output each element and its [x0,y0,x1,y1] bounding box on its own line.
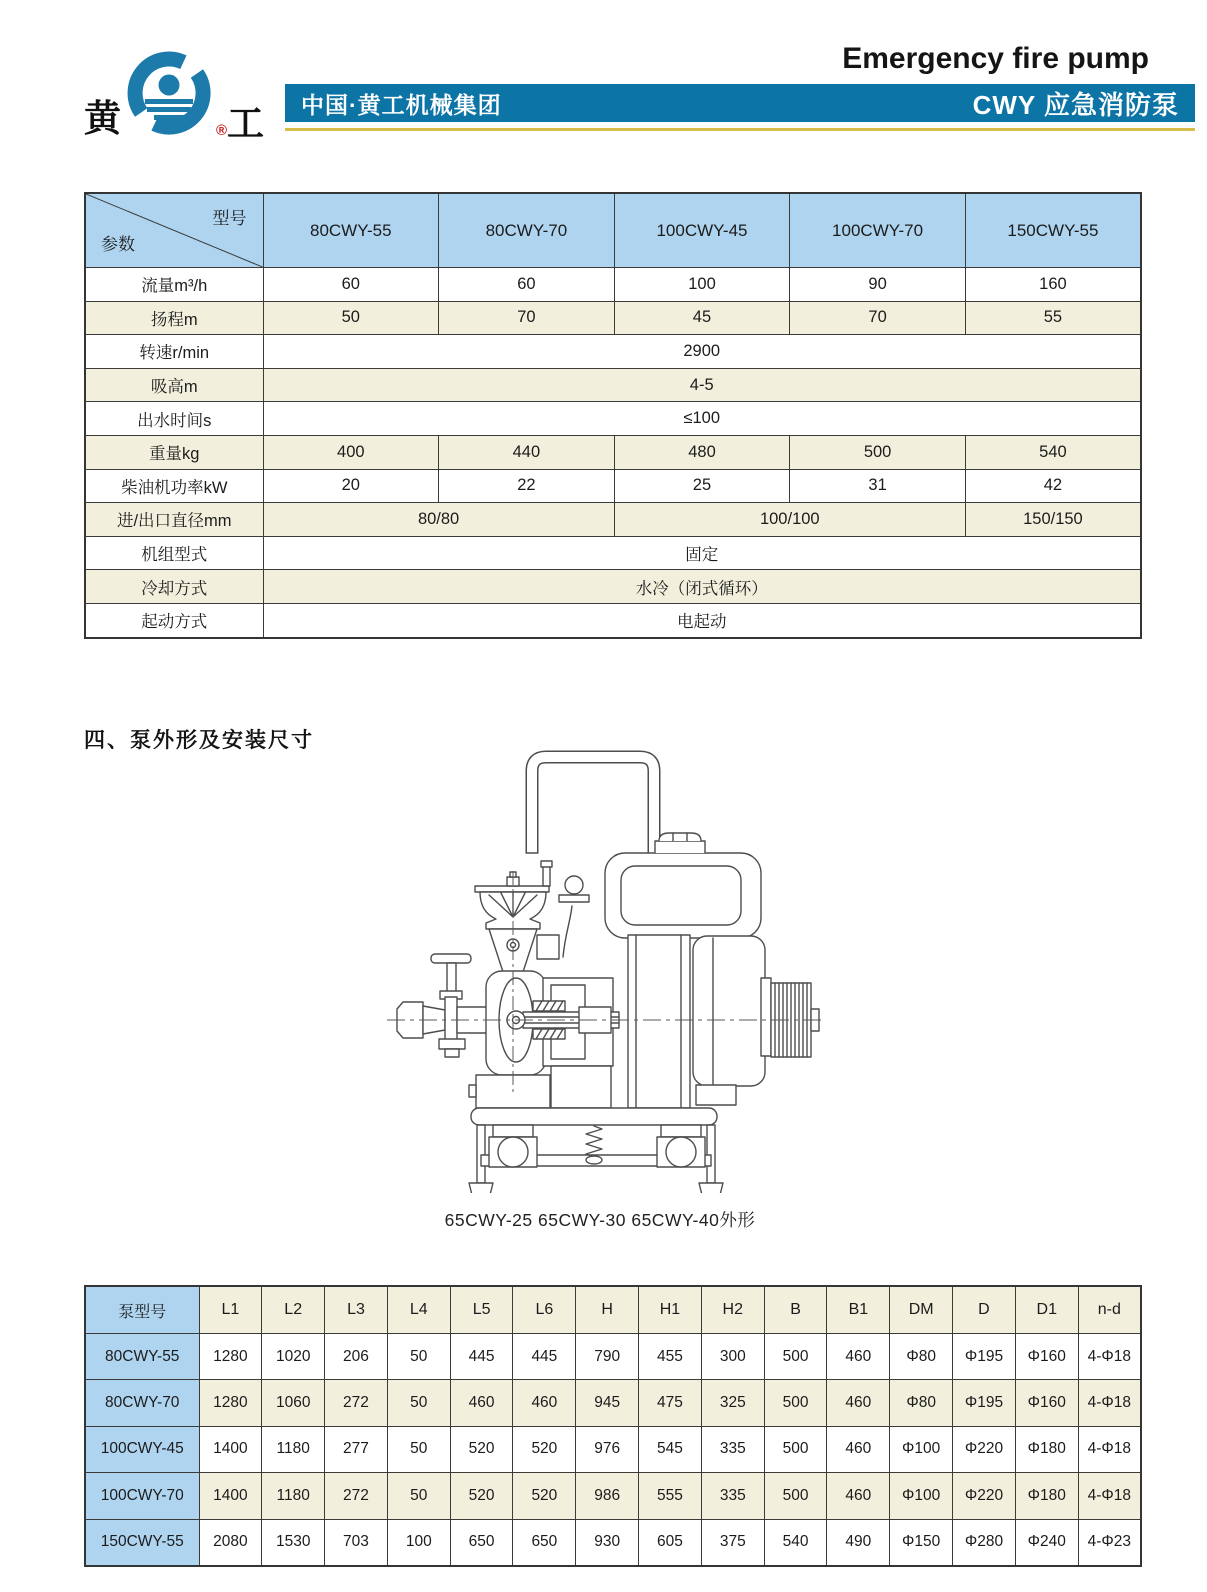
dim-corner-header: 泵型号 [85,1286,199,1334]
dim-cell: 272 [325,1473,388,1519]
dim-cell: 1280 [199,1380,262,1426]
dim-cell: 1180 [262,1426,325,1472]
spec-row [85,402,1141,436]
dim-cell: 1020 [262,1334,325,1380]
dim-cell: 277 [325,1426,388,1472]
dim-cell: 50 [387,1473,450,1519]
dim-header-row [85,1286,1141,1334]
dim-cell: 460 [827,1426,890,1472]
dim-cell: 555 [639,1473,702,1519]
dim-cell: Φ100 [890,1426,953,1472]
registered-mark: ® [216,122,228,139]
dim-cell: 4-Φ18 [1078,1380,1141,1426]
dim-cell: 50 [387,1380,450,1426]
spec-row [85,603,1141,637]
dim-cell: 335 [701,1473,764,1519]
dim-cell: 790 [576,1334,639,1380]
spec-cell: 540 [965,435,1141,469]
dim-cell: 1280 [199,1334,262,1380]
spec-row-label: 重量kg [85,435,263,469]
corner-param-label: 参数 [101,235,135,254]
dim-cell: 4-Φ18 [1078,1426,1141,1472]
dim-column-header: L2 [262,1286,325,1334]
dim-cell: 272 [325,1380,388,1426]
company-banner [285,84,1195,122]
dimension-table [84,1285,1142,1567]
spec-row [85,469,1141,503]
dim-cell: Φ100 [890,1473,953,1519]
dim-cell: 500 [764,1426,827,1472]
dim-cell: 335 [701,1426,764,1472]
dim-cell: 545 [639,1426,702,1472]
dim-cell: 4-Φ23 [1078,1519,1141,1566]
spec-row-label: 起动方式 [85,603,263,637]
dim-cell: 500 [764,1334,827,1380]
dim-column-header: L1 [199,1286,262,1334]
dim-cell: 4-Φ18 [1078,1334,1141,1380]
dim-column-header: H1 [639,1286,702,1334]
spec-cell: 45 [614,301,790,335]
spec-row-label: 出水时间s [85,402,263,436]
dim-cell: Φ280 [953,1519,1016,1566]
spec-cell: 70 [790,301,966,335]
corner-model-label: 型号 [212,209,247,228]
dim-row [85,1473,1141,1519]
spec-cell: 42 [965,469,1141,503]
dim-cell: 2080 [199,1519,262,1566]
spec-cell: ≤100 [263,402,1141,436]
dim-row-label: 100CWY-45 [85,1426,199,1472]
dim-cell: 976 [576,1426,639,1472]
section-title: 四、泵外形及安装尺寸 [84,729,314,752]
dim-cell: 930 [576,1519,639,1566]
dim-row-label: 150CWY-55 [85,1519,199,1566]
spec-cell: 70 [439,301,615,335]
dim-cell: Φ180 [1015,1426,1078,1472]
dim-column-header: D [953,1286,1016,1334]
logo-right-char: 工 [227,103,264,144]
spec-cell: 400 [263,435,439,469]
dim-cell: 605 [639,1519,702,1566]
dim-column-header: L5 [450,1286,513,1334]
spec-row-label: 扬程m [85,301,263,335]
spec-model-header: 100CWY-45 [614,193,790,268]
spec-cell: 150/150 [965,503,1141,537]
dim-cell: 650 [513,1519,576,1566]
spec-table-body [85,268,1141,638]
spec-row [85,570,1141,604]
spec-row-label: 机组型式 [85,536,263,570]
dim-cell: 100 [387,1519,450,1566]
spec-model-header: 100CWY-70 [790,193,966,268]
spec-cell: 500 [790,435,966,469]
dim-cell: Φ195 [953,1334,1016,1380]
logo-left-char: 黄 [84,98,121,139]
dim-row-label: 80CWY-70 [85,1380,199,1426]
dim-cell: 520 [513,1426,576,1472]
spec-cell: 4-5 [263,368,1141,402]
dim-cell: Φ195 [953,1380,1016,1426]
dim-cell: Φ240 [1015,1519,1078,1566]
dim-row [85,1519,1141,1566]
accent-line [285,128,1195,131]
dim-cell: 945 [576,1380,639,1426]
dim-column-header: B1 [827,1286,890,1334]
dim-cell: 325 [701,1380,764,1426]
dim-cell: 1180 [262,1473,325,1519]
dim-cell: 445 [513,1334,576,1380]
spec-cell: 25 [614,469,790,503]
dim-cell: 460 [827,1473,890,1519]
spec-cell: 100/100 [614,503,965,537]
dim-cell: Φ80 [890,1334,953,1380]
dim-cell: 500 [764,1473,827,1519]
spec-row [85,268,1141,302]
spec-row [85,301,1141,335]
dim-cell: 540 [764,1519,827,1566]
spec-header-row [85,193,1141,268]
dim-cell: 475 [639,1380,702,1426]
spec-cell: 电起动 [263,603,1141,637]
company-name: 中国·黄工机械集团 [301,91,502,118]
dim-column-header: L3 [325,1286,388,1334]
dim-cell: 460 [827,1380,890,1426]
dim-cell: 460 [827,1334,890,1380]
spec-model-header: 80CWY-70 [439,193,615,268]
dim-cell: 986 [576,1473,639,1519]
dim-row [85,1334,1141,1380]
product-title-en: Emergency fire pump [842,42,1149,75]
product-title-cn: CWY 应急消防泵 [972,89,1179,120]
dim-cell: 460 [513,1380,576,1426]
dim-cell: 1400 [199,1473,262,1519]
spec-corner-cell [85,193,263,268]
spec-cell: 22 [439,469,615,503]
spec-row [85,435,1141,469]
figure-caption: 65CWY-25 65CWY-30 65CWY-40外形 [444,1210,756,1230]
spec-cell: 60 [439,268,615,302]
spec-model-header: 80CWY-55 [263,193,439,268]
dim-cell: 490 [827,1519,890,1566]
dim-cell: Φ80 [890,1380,953,1426]
dim-cell: 460 [450,1380,513,1426]
spec-cell: 90 [790,268,966,302]
spec-row-label: 冷却方式 [85,570,263,604]
dim-cell: 1400 [199,1426,262,1472]
spec-table [84,192,1142,639]
spec-cell: 20 [263,469,439,503]
dim-cell: 520 [450,1473,513,1519]
dim-cell: 4-Φ18 [1078,1473,1141,1519]
dim-cell: Φ150 [890,1519,953,1566]
dim-column-header: B [764,1286,827,1334]
spec-cell: 固定 [263,536,1141,570]
spec-model-header: 150CWY-55 [965,193,1141,268]
spec-row-label: 转速r/min [85,335,263,369]
company-logo-icon [123,46,215,142]
spec-cell: 160 [965,268,1141,302]
dim-cell: Φ160 [1015,1380,1078,1426]
dim-cell: 1060 [262,1380,325,1426]
spec-row [85,503,1141,537]
spec-cell: 60 [263,268,439,302]
dim-column-header: H [576,1286,639,1334]
dim-cell: 455 [639,1334,702,1380]
spec-row [85,368,1141,402]
dim-row-label: 80CWY-55 [85,1334,199,1380]
spec-cell: 水冷（闭式循环） [263,570,1141,604]
dim-cell: Φ220 [953,1426,1016,1472]
dim-cell: Φ180 [1015,1473,1078,1519]
spec-row [85,335,1141,369]
dim-cell: 703 [325,1519,388,1566]
dim-column-header: L6 [513,1286,576,1334]
dim-cell: 520 [450,1426,513,1472]
dim-row [85,1426,1141,1472]
dim-cell: 520 [513,1473,576,1519]
spec-row-label: 吸高m [85,368,263,402]
spec-cell: 100 [614,268,790,302]
spec-row-label: 进/出口直径mm [85,503,263,537]
dim-cell: 50 [387,1334,450,1380]
spec-cell: 31 [790,469,966,503]
dim-table-body [85,1334,1141,1566]
dim-cell: 375 [701,1519,764,1566]
dim-column-header: DM [890,1286,953,1334]
spec-row-label: 柴油机功率kW [85,469,263,503]
dim-cell: Φ160 [1015,1334,1078,1380]
dim-row [85,1380,1141,1426]
dim-cell: 1530 [262,1519,325,1566]
dim-cell: 206 [325,1334,388,1380]
spec-cell: 50 [263,301,439,335]
spec-row-label: 流量m³/h [85,268,263,302]
spec-cell: 55 [965,301,1141,335]
dim-row-label: 100CWY-70 [85,1473,199,1519]
dim-cell: 445 [450,1334,513,1380]
dim-column-header: n-d [1078,1286,1141,1334]
dim-cell: 300 [701,1334,764,1380]
dim-column-header: D1 [1015,1286,1078,1334]
spec-cell: 440 [439,435,615,469]
spec-cell: 80/80 [263,503,614,537]
dim-cell: 500 [764,1380,827,1426]
spec-cell: 2900 [263,335,1141,369]
dim-column-header: H2 [701,1286,764,1334]
pump-outline-drawing [383,723,823,1193]
spec-cell: 480 [614,435,790,469]
dim-cell: 650 [450,1519,513,1566]
spec-row [85,536,1141,570]
dim-cell: Φ220 [953,1473,1016,1519]
dim-cell: 50 [387,1426,450,1472]
dim-column-header: L4 [387,1286,450,1334]
